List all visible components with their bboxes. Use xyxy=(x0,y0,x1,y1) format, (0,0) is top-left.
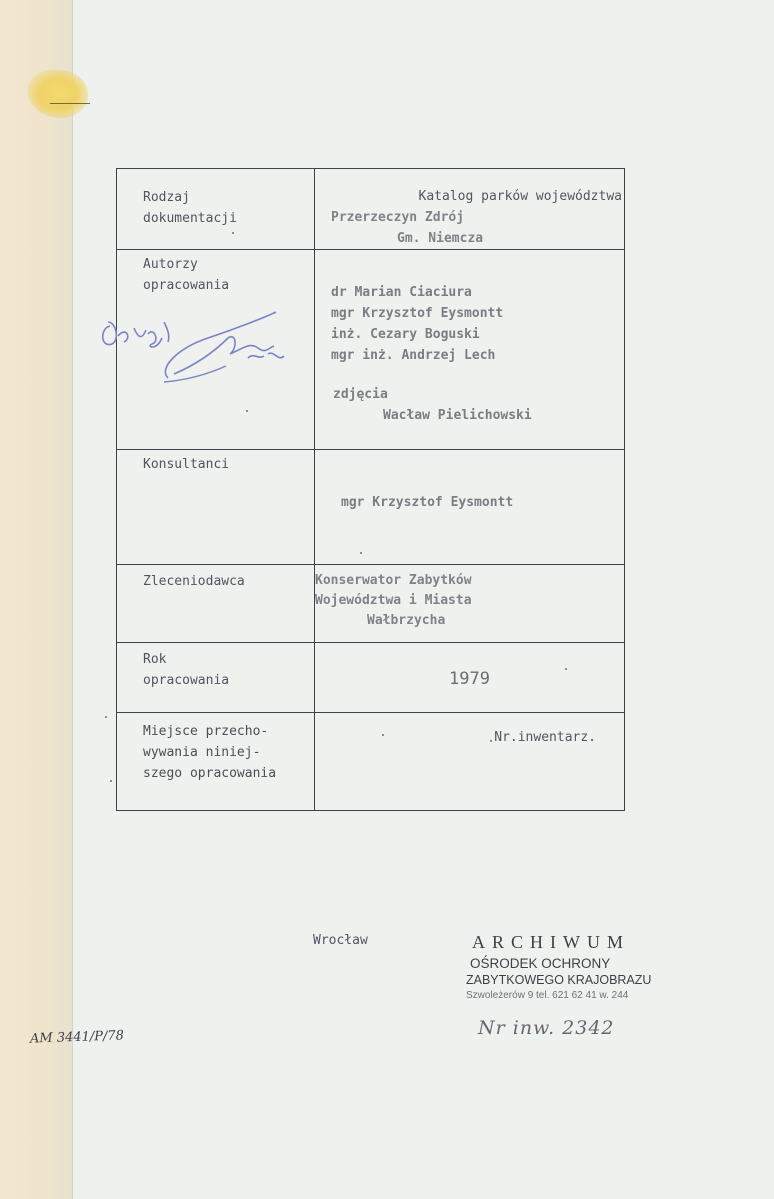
year-value: 1979 xyxy=(449,669,490,689)
photo-caption: zdjęcia xyxy=(333,387,388,402)
stamp-line: ARCHIWUM xyxy=(472,932,630,952)
paper-speck xyxy=(110,780,112,782)
paper-speck xyxy=(382,734,384,736)
cell-value-commissioner xyxy=(315,565,625,643)
commissioner-line: Wałbrzycha xyxy=(367,613,446,628)
handwritten-side-note: AM 3441/P/78 xyxy=(29,1028,125,1047)
stamp-line: Szwoleżerów 9 tel. 621 62 41 w. 244 xyxy=(466,990,629,1001)
cell-label-consultants xyxy=(117,450,315,565)
photo-credit xyxy=(331,366,624,426)
authors-list xyxy=(315,250,624,426)
region-name xyxy=(315,207,624,249)
cell-value-year xyxy=(315,643,625,713)
stamp-line: OŚRODEK OCHRONY xyxy=(470,956,611,971)
author-name: dr Marian Ciaciura xyxy=(331,285,472,300)
row-year xyxy=(117,643,625,713)
cell-label-commissioner xyxy=(117,565,315,643)
commissioner-name xyxy=(315,565,624,631)
handwritten-inventory-number: Nr inw. 2342 xyxy=(478,1017,615,1039)
label-line: Rodzaj xyxy=(143,190,190,205)
label-line: Konsultanci xyxy=(143,457,230,472)
label-line: Rok xyxy=(143,652,167,667)
paper-speck xyxy=(232,232,234,234)
handwritten-signature xyxy=(98,308,298,398)
author-name: mgr Krzysztof Eysmontt xyxy=(331,306,504,321)
cell-value-consultants xyxy=(315,450,625,565)
commissioner-line: Województwa i Miasta xyxy=(315,593,472,608)
label-line: Autorzy xyxy=(143,257,198,272)
region-line: Gm. Niemcza xyxy=(397,231,484,246)
paper-speck xyxy=(360,552,362,554)
label-line: szego opracowania xyxy=(143,766,277,781)
row-consultants xyxy=(117,450,625,565)
label-line: Miejsce przecho- xyxy=(143,724,269,739)
catalog-title: Katalog parków województwa xyxy=(418,189,622,204)
paper-speck xyxy=(565,668,567,670)
cell-label-document-type xyxy=(117,169,315,250)
paper-speck xyxy=(246,410,248,412)
label-line: opracowania xyxy=(143,278,230,293)
region-line: Przerzeczyn Zdrój xyxy=(331,210,465,225)
label-line: wywania niniej- xyxy=(143,745,261,760)
page-binding-edge xyxy=(0,0,73,1199)
label-line: dokumentacji xyxy=(143,211,237,226)
cell-label-storage xyxy=(117,713,315,811)
author-name: mgr inż. Andrzej Lech xyxy=(331,348,496,363)
label-line: Zleceniodawca xyxy=(143,574,245,589)
row-storage xyxy=(117,713,625,811)
city-name: Wrocław xyxy=(313,933,368,948)
paper-speck xyxy=(105,716,107,718)
consultant-name: mgr Krzysztof Eysmontt xyxy=(341,495,514,510)
cell-value-authors xyxy=(315,250,625,450)
cell-value-storage xyxy=(315,713,625,811)
paper-speck xyxy=(490,740,492,742)
row-commissioner xyxy=(117,565,625,643)
cell-label-year xyxy=(117,643,315,713)
author-name: inż. Cezary Boguski xyxy=(331,327,480,342)
stamp-line: ZABYTKOWEGO KRAJOBRAZU xyxy=(466,973,652,987)
commissioner-line: Konserwator Zabytków xyxy=(315,573,472,588)
cell-value-document-type xyxy=(315,169,625,250)
photo-author: Wacław Pielichowski xyxy=(383,408,532,423)
inventory-label: Nr.inwentarz. xyxy=(494,730,596,745)
label-line: opracowania xyxy=(143,673,230,688)
tape-pencil-line xyxy=(50,103,90,104)
row-document-type xyxy=(117,169,625,250)
documentation-table xyxy=(116,168,625,811)
archive-stamp xyxy=(458,932,651,1001)
